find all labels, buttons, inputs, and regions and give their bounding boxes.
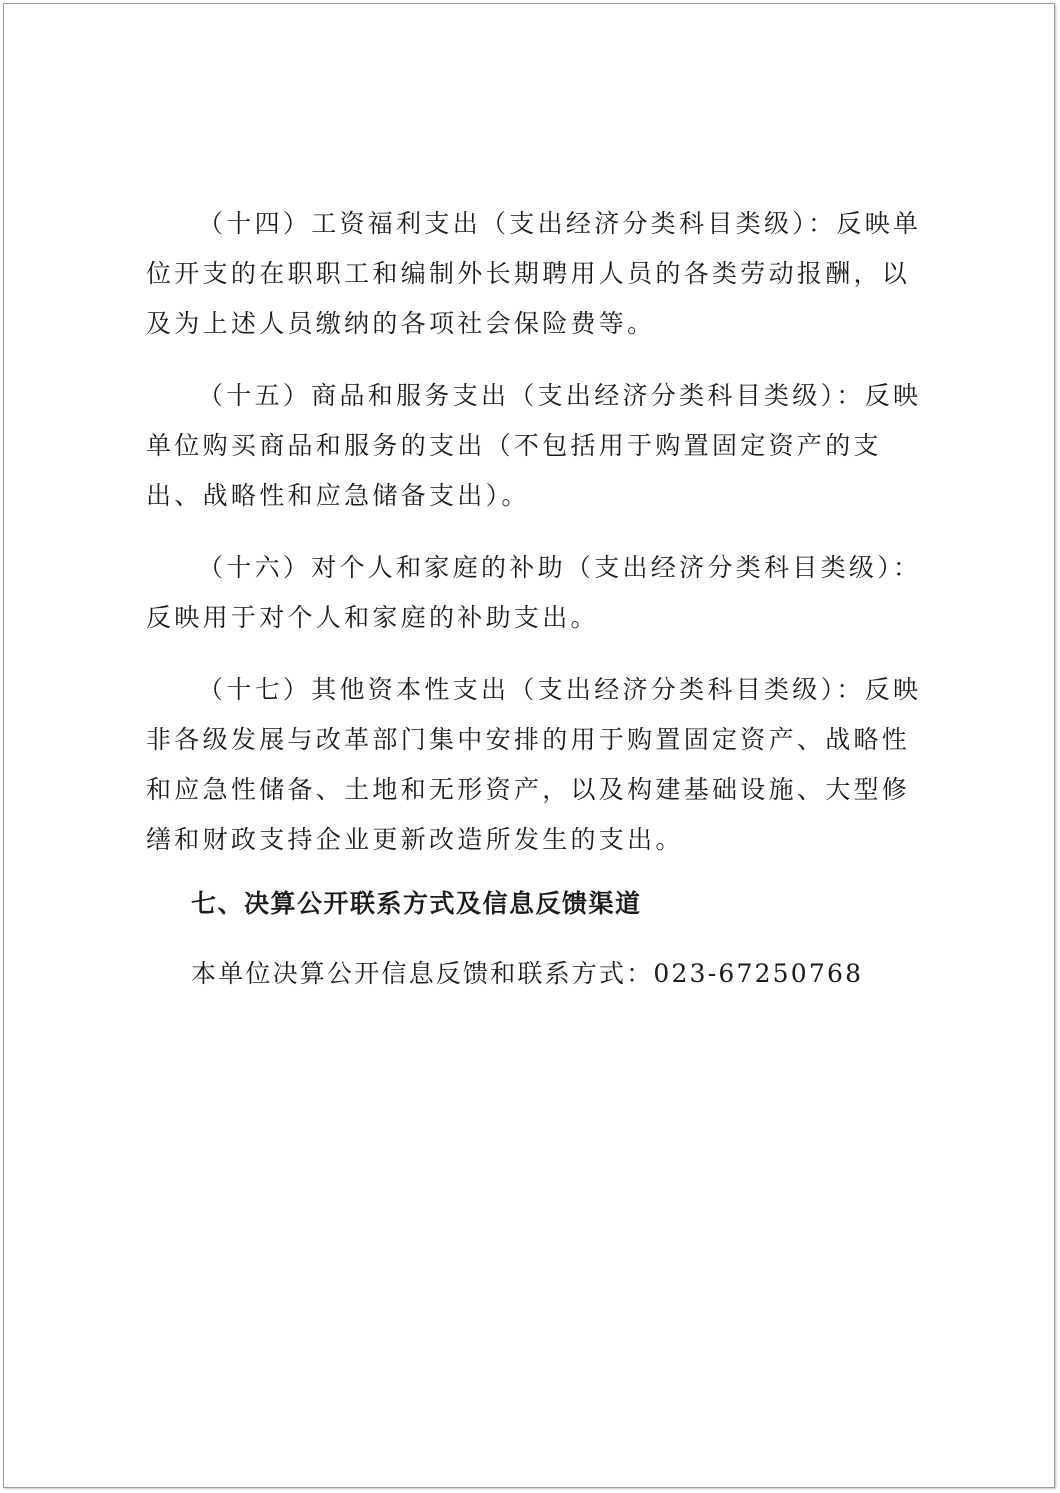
document-page bbox=[3, 3, 1055, 1488]
contact-info: 本单位决算公开信息反馈和联系方式：023-67250768 bbox=[191, 959, 864, 988]
paragraph-other-capital-expenditure: （十七）其他资本性支出（支出经济分类科目类级）：反映非各级发展与改革部门集中安排的用于购置固定资产、战略性和应急性储备、土地和无形资产，以及构建基础设施、大型修缮和财政支持企业更新改造所发生的支出。 bbox=[146, 675, 922, 854]
document-body bbox=[146, 199, 926, 999]
paragraph-household-subsidy: （十六）对个人和家庭的补助（支出经济分类科目类级）：反映用于对个人和家庭的补助支出。 bbox=[146, 553, 922, 632]
paragraph-goods-services-expenditure: （十五）商品和服务支出（支出经济分类科目类级）：反映单位购买商品和服务的支出（不包括用于购置固定资产的支出、战略性和应急储备支出）。 bbox=[146, 381, 922, 510]
paragraph-wage-welfare-expenditure: （十四）工资福利支出（支出经济分类科目类级）：反映单位开支的在职职工和编制外长期聘用人员的各类劳动报酬，以及为上述人员缴纳的各项社会保险费等。 bbox=[146, 209, 922, 338]
section-heading-contact: 七、决算公开联系方式及信息反馈渠道 bbox=[191, 889, 642, 918]
